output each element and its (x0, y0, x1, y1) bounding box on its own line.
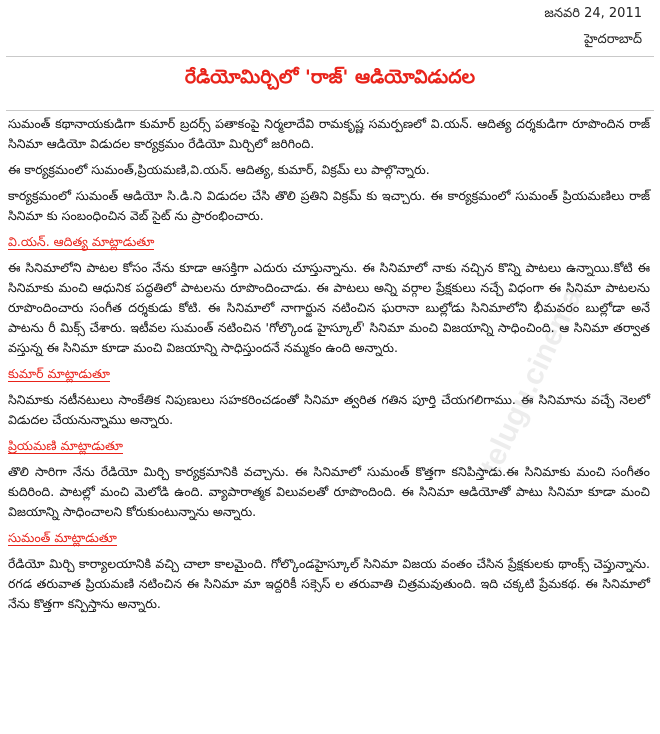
article-body (8, 114, 650, 620)
paragraph-launch: కార్యక్రమంలో సుమంత్ ఆడియో సి.డి.ని విడుదల చేసి తొలి ప్రతిని విక్రమ్ కు ఇచ్చారు. ఈ కార్యక్రమంలో సుమంత్ ప్రియమణిలు రాజ్ సినిమా కు సంబంధించిన వెబ్ సైట్ ను ప్రారంభించారు. (8, 188, 650, 223)
section-heading-sumanth: సుమంత్ మాట్లాడుతూ (8, 530, 117, 545)
divider-top (6, 56, 654, 57)
place-label: హైదరాబాద్ (584, 32, 642, 47)
article-title: రేడియోమిర్చిలో 'రాజ్' ఆడియోవిడుదల (184, 66, 476, 88)
section-text-aditya: ఈ సినిమాలోని పాటల కోసం నేను కూడా ఆసక్తిగా ఎదురు చూస్తున్నాను. ఈ సినిమాలో నాకు నచ్చిన కొన్ని పాటలు ఉన్నాయి.కోటి ఈ సినిమాకు మంచి ఆధునిక పద్ధతిలో పాటలను రూపొందించాడు. ఈ పాటలు అన్ని వర్గాల ప్రేక్షకులు నచ్చే విధంగా ఈ సినిమా పాటలను రూపొందించారు సంగీత దర్శకుడు కోటి. ఈ సినిమాలో నాగార్జున నటించిన ఘరానా బుల్లోడు సినిమాలోని భీమవరం బుల్లోడా అనే పాటను రీ మిక్స్ చేశారు. ఇటీవల సుమంత్ నటించిన 'గోల్కొండ హైస్కూల్' సినిమా మంచి విజయాన్ని సాధించింది. ఆ సినిమా తర్వాత వస్తున్న ఈ సినిమా కూడా మంచి విజయాన్ని సాధిస్తుందనే నమ్మకం ఉంది అన్నారు. (8, 260, 650, 355)
date-label: జనవరి 24, 2011 (544, 6, 642, 21)
paragraph-participants: ఈ కార్యక్రమంలో సుమంత్,ప్రియమణి,వి.యన్. ఆదిత్య, కుమార్, విక్రమ్ లు పాల్గొన్నారు. (8, 162, 430, 177)
section-heading-aditya: వి.యన్. ఆదిత్య మాట్లాడుతూ (8, 234, 155, 249)
divider-below-title (6, 110, 654, 111)
paragraph-intro: సుమంత్ కథానాయకుడిగా కుమార్ బ్రదర్స్ పతాకంపై నిర్మలాదేవి రామకృష్ణ సమర్పణలో వి.యన్. ఆదిత్య దర్శకుడిగా రూపొందిన రాజ్ సినిమా ఆడియో విడుదల కార్యక్రమం రేడియో మిర్చిలో జరిగింది. (8, 116, 650, 151)
section-heading-priyamani: ప్రియమణి మాట్లాడుతూ (8, 438, 124, 453)
section-text-kumar: సినిమాకు నటీనటులు సాంకేతిక నిపుణులు సహకరించడంతో సినిమా త్వరిత గతిన పూర్తి చేయగలిగాము. ఈ సినిమాను వచ్చే నెలలో విడుదల చేయనున్నాము అన్నారు. (8, 392, 650, 427)
section-heading-kumar: కుమార్ మాట్లాడుతూ (8, 366, 111, 381)
section-text-sumanth: రేడియో మిర్చి కార్యాలయానికి వచ్చి చాలా కాలమైంది. గోల్కొండహైస్కూల్ సినిమా విజయ వంతం చేసిన ప్రేక్షకులకు థాంక్స్ చెప్తున్నాను. రగడ తరువాత ప్రియమణి నటించిన ఈ సినిమా మా ఇద్దరికీ సక్సెస్ ల తరువాతి చిత్రమవుతుంది. ఇది చక్కటి ప్రేమకథ. ఈ సినిమాలో నేను కొత్తగా కన్పిస్తాను అన్నారు. (8, 556, 650, 611)
watermark-text: telugu.cinema (473, 282, 589, 480)
section-text-priyamani: తొలి సారిగా నేను రేడియో మిర్చి కార్యక్రమానికి వచ్చాను. ఈ సినిమాలో సుమంత్ కొత్తగా కనిపిస్తాడు.ఈ సినిమాకు మంచి సంగీతం కుదిరింది. పాటల్లో మంచి మెలోడి ఉంది. వ్యాపారాత్మక విలువలతో రూపొందింది. ఈ సినిమా ఆడియోతో పాటు సినిమా కూడా మంచి విజయాన్ని సాధించాలని కోరుకుంటున్నాను అన్నారు. (8, 464, 650, 519)
